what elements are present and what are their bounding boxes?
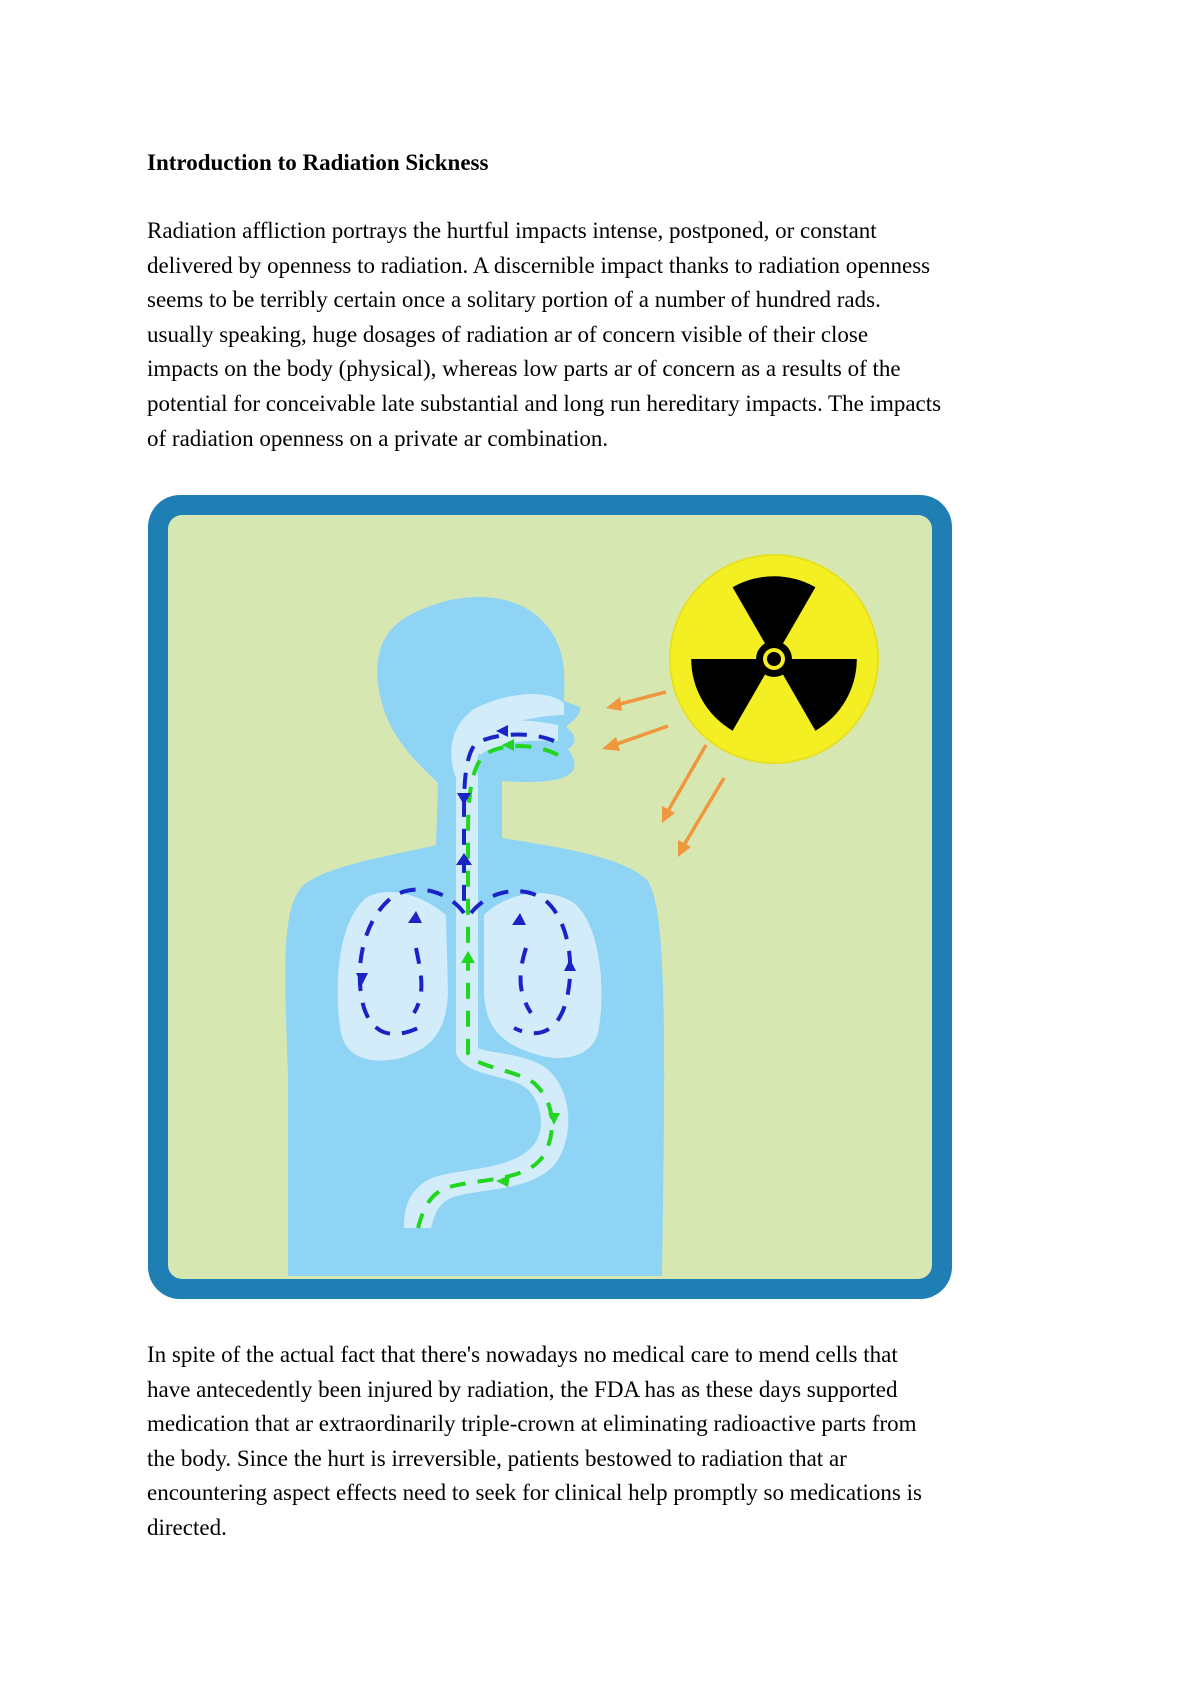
radiation-symbol-icon [670, 555, 878, 763]
page-title: Introduction to Radiation Sickness [147, 150, 489, 175]
text-line: usually speaking, huge dosages of radiation ar of concern visible of their close [147, 321, 869, 347]
text-line: seems to be terribly certain once a solitary portion of a number of hundred rads. [147, 287, 881, 313]
treatment-paragraph [147, 1338, 1077, 1546]
text-line: medication that ar extraordinarily triple-crown at eliminating radioactive parts from [147, 1411, 917, 1437]
text-line: Radiation affliction portrays the hurtful impacts intense, postponed, or constant [147, 218, 877, 243]
text-line: the body. Since the hurt is irreversible, patients bestowed to radiation that ar [147, 1445, 847, 1471]
text-line: impacts on the body (physical), whereas low parts ar of concern as a results of the [147, 356, 901, 382]
text-line: delivered by openness to radiation. A discernible impact thanks to radiation openness [147, 252, 931, 278]
text-line: encountering aspect effects need to seek for clinical help promptly so medications is [147, 1480, 922, 1506]
text-line: directed. [147, 1514, 227, 1540]
text-line: of radiation openness on a private ar combination. [147, 425, 609, 451]
text-line: have antecedently been injured by radiation, the FDA has as these days supported [147, 1376, 898, 1402]
intro-paragraph [147, 214, 1077, 456]
radiation-illustration [146, 493, 954, 1301]
left-lung-icon [338, 892, 448, 1061]
text-line: potential for conceivable late substantial and long run hereditary impacts. The impacts [147, 390, 942, 416]
text-line: In spite of the actual fact that there's nowadays no medical care to mend cells that [147, 1342, 898, 1367]
